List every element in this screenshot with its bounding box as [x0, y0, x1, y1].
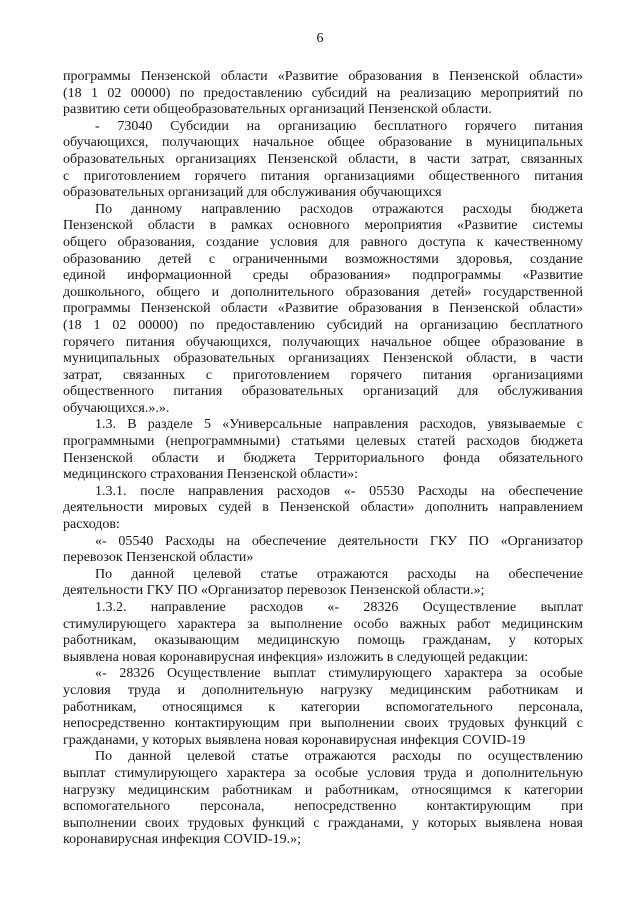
- text-line: 1.3.2. направление расходов «- 28326 Осуществление выплат: [95, 600, 583, 615]
- text-line: 1.3. В разделе 5 «Универсальные направления расходов, увязываемые с: [95, 417, 583, 433]
- paragraph: [63, 749, 583, 849]
- text-line: работникам, оказывающим медицинскую помощь гражданам, у которых: [63, 633, 583, 649]
- text-line: развитию сети общеобразовательных организаций Пензенской области.: [63, 102, 492, 118]
- text-line: непосредственно контактирующим при выполнении своих трудовых функций с: [63, 716, 583, 732]
- text-line: горячего питания обучающихся, получающих начальное общее образование в: [63, 334, 583, 350]
- paragraph: [63, 69, 583, 119]
- text-line: По данному направлению расходов отражаются расходы бюджета: [95, 201, 583, 217]
- text-line: гражданами, у которых выявлена новая коронавирусная инфекция COVID-19: [63, 732, 526, 748]
- text-line: «- 28326 Осуществление выплат стимулирующего характера за особые: [95, 666, 583, 682]
- paragraph: [63, 119, 583, 202]
- paragraph: [63, 666, 583, 749]
- paragraph: [63, 600, 583, 666]
- text-line: затрат, связанных с приготовлением горячего питания организациями: [63, 367, 583, 383]
- text-line: расходов:: [63, 517, 120, 533]
- paragraph: [63, 484, 583, 534]
- text-line: выполнении своих трудовых функций с гражданами, у которых выявлена новая: [63, 815, 583, 831]
- text-line: - 73040 Субсидии на организацию бесплатного горячего питания: [95, 118, 583, 134]
- text-line: с приготовлением горячего питания организациями общественного питания: [63, 168, 583, 184]
- text-line: образованию детей с ограниченными возможностями здоровья, создание: [63, 251, 583, 267]
- text-line: дошкольного, общего и дополнительного образования детей» государственной: [63, 284, 583, 300]
- text-line: Пензенской области и бюджета Территориального фонда обязательного: [63, 450, 583, 466]
- text-line: образовательных организаций для обслуживания обучающихся: [63, 185, 442, 201]
- text-line: общего образования, создание условия для равного доступа к качественному: [63, 234, 583, 250]
- text-line: программы Пензенской области «Развитие образования в Пензенской области»: [63, 301, 583, 317]
- text-line: медицинского страхования Пензенской области»:: [63, 467, 358, 483]
- text-line: (18 1 02 00000) по предоставлению субсидий на реализацию мероприятий по: [63, 85, 583, 101]
- text-line: общественного питания образовательных организаций для обслуживания: [63, 384, 583, 400]
- text-line: выплат стимулирующего характера за особые условия труда и дополнительную: [63, 765, 583, 781]
- document-body: [63, 69, 583, 849]
- paragraph: [63, 567, 583, 600]
- text-line: условия труда и дополнительную нагрузку медицинским работникам и: [63, 682, 583, 698]
- text-line: обучающихся, получающих начальное общее образование в муниципальных: [63, 135, 583, 151]
- text-line: стимулирующего характера за выполнение особо важных работ медицинским: [63, 616, 583, 632]
- text-line: программными (непрограммными) статьями целевых статей расходов бюджета: [63, 434, 583, 450]
- text-line: вспомогательного персонала, непосредственно контактирующим при: [63, 799, 583, 815]
- text-line: По данной целевой статье отражаются расходы по осуществлению: [95, 749, 583, 765]
- text-line: нагрузку медицинским работникам и работникам, относящимся к категории: [63, 782, 583, 798]
- text-line: (18 1 02 00000) по предоставлению субсидий на организацию бесплатного: [63, 317, 583, 333]
- text-line: 1.3.1. после направления расходов «- 05530 Расходы на обеспечение: [95, 483, 583, 499]
- text-line: По данной целевой статье отражаются расходы на обеспечение: [95, 566, 583, 582]
- text-line: Пензенской области в рамках основного мероприятия «Развитие системы: [63, 218, 583, 234]
- text-line: образовательных организациях Пензенской области, в части затрат, связанных: [63, 151, 583, 167]
- text-line: единой информационной среды образования» подпрограммы «Развитие: [63, 268, 583, 284]
- text-line: программы Пензенской области «Развитие образования в Пензенской области»: [63, 69, 583, 84]
- text-line: перевозок Пензенской области»: [63, 550, 254, 566]
- text-line: работникам, относящимся к категории вспомогательного персонала,: [63, 699, 583, 715]
- text-line: выявлена новая коронавирусная инфекция» изложить в следующей редакции:: [63, 649, 529, 665]
- paragraph: [63, 417, 583, 483]
- text-line: муниципальных образовательных организациях Пензенской области, в части: [63, 351, 583, 367]
- paragraph: [63, 534, 583, 567]
- text-line: деятельности ГКУ ПО «Организатор перевозок Пензенской области.»;: [63, 583, 485, 599]
- text-line: «- 05540 Расходы на обеспечение деятельности ГКУ ПО «Организатор: [95, 533, 583, 549]
- page-number: 6: [316, 31, 324, 46]
- text-line: деятельности мировых судей в Пензенской области» дополнить направлением: [63, 500, 583, 516]
- text-line: коронавирусная инфекция COVID-19.»;: [63, 832, 301, 848]
- text-line: обучающихся.».».: [63, 400, 170, 416]
- paragraph: [63, 202, 583, 418]
